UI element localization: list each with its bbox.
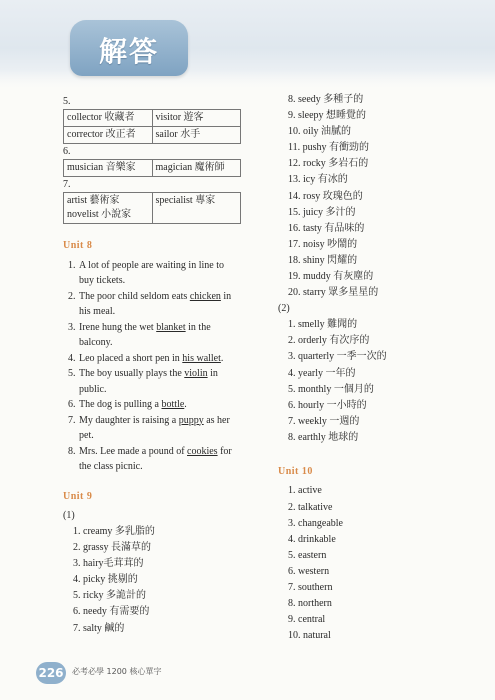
sentence-line: The dog is pulling a bottle.	[79, 399, 187, 410]
section-title-tab	[70, 20, 188, 76]
item-number: 1.	[68, 259, 76, 271]
vocab-cell: collector 收藏者	[64, 110, 153, 127]
word-item: 8. earthly 地球的	[288, 431, 359, 443]
table-number: 6.	[63, 146, 71, 157]
sentence-item	[63, 397, 253, 413]
sentence-line: Leo placed a short pen in his wallet.	[79, 352, 224, 364]
unit-9-list-2	[278, 317, 468, 446]
vocab-cell: corrector 改正者	[64, 127, 153, 144]
sentence-item	[63, 351, 253, 367]
word-item: 5. eastern	[288, 549, 327, 561]
sentence-line: A lot of people are waiting in line to	[79, 259, 224, 271]
right-column	[278, 92, 468, 644]
word-item: 1. active	[288, 485, 322, 497]
unit-10-heading: Unit 10	[278, 465, 313, 477]
vocab-row	[64, 127, 241, 144]
answer-word: cookies	[187, 445, 218, 457]
answer-word: violin	[184, 368, 208, 379]
item-number: 3.	[68, 321, 76, 333]
vocab-table	[63, 192, 241, 224]
word-item: 5. ricky 多詭計的	[73, 590, 147, 602]
item-number: 7.	[68, 414, 76, 426]
word-item: 20. starry 眾多星星的	[288, 287, 379, 299]
vocab-row	[64, 110, 241, 127]
word-item: 17. noisy 吵鬧的	[288, 238, 358, 250]
unit-9-heading: Unit 9	[63, 490, 93, 502]
answer-word: puppy	[178, 414, 204, 426]
word-item: 2. talkative	[288, 501, 333, 513]
word-item: 19. muddy 有灰塵的	[288, 271, 374, 283]
word-item: 9. central	[288, 614, 326, 626]
vocab-row	[64, 193, 241, 224]
vocab-table	[63, 109, 241, 144]
sentence-item	[63, 289, 253, 320]
word-item: 10. oily 油膩的	[288, 126, 352, 138]
word-item: 12. rocky 多岩石的	[288, 158, 369, 170]
sentence-line: pet.	[79, 430, 94, 441]
word-item: 9. sleepy 想睡覺的	[288, 110, 367, 122]
word-item: 3. changeable	[288, 517, 343, 529]
word-item: 3. hairy毛茸茸的	[73, 558, 144, 570]
sentence-item	[63, 258, 253, 289]
vocab-table	[63, 159, 241, 177]
sentence-line: The boy usually plays the violin in	[79, 368, 218, 379]
vocab-cell: sailor 水手	[152, 127, 241, 144]
sentence-item	[63, 366, 253, 397]
vocab-tables	[63, 95, 253, 224]
sentence-item	[63, 320, 253, 351]
word-item: 4. yearly 一年的	[288, 367, 356, 379]
vocab-cell: visitor 遊客	[152, 110, 241, 127]
vocab-cell: specialist 專家	[152, 193, 241, 224]
sentence-line: the class picnic.	[79, 461, 143, 472]
word-item: 2. grassy 長滿草的	[73, 542, 152, 554]
vocab-cell: magician 魔術師	[152, 160, 241, 177]
sentence-line: balcony.	[79, 337, 113, 348]
word-item: 4. picky 挑剔的	[73, 574, 138, 586]
sentence-line: Irene hung the wet blanket in the	[79, 321, 211, 333]
book-title: 必考必學 1200 核心單字	[72, 667, 162, 676]
sentence-line: buy tickets.	[79, 275, 126, 286]
left-column	[63, 95, 253, 637]
word-item: 16. tasty 有品味的	[288, 222, 365, 234]
answer-word: his wallet	[182, 352, 221, 364]
sentence-line: Mrs. Lee made a pound of cookies for	[79, 445, 232, 457]
table-number: 5.	[63, 96, 71, 107]
word-item: 7. southern	[288, 582, 333, 594]
page-number: 226	[36, 662, 66, 684]
word-item: 5. monthly 一個月的	[288, 383, 374, 395]
word-item: 7. salty 鹹的	[73, 622, 125, 634]
vocab-row	[64, 160, 241, 177]
word-item: 10. natural	[288, 630, 331, 642]
item-number: 4.	[68, 352, 76, 364]
item-number: 8.	[68, 445, 76, 457]
word-item: 3. quarterly 一季一次的	[288, 351, 387, 363]
sentence-line: his meal.	[79, 306, 116, 317]
word-item: 6. hourly 一小時的	[288, 399, 367, 411]
section-title: 解答	[98, 35, 159, 68]
answer-word: bottle	[161, 399, 185, 410]
word-item: 7. weekly 一週的	[288, 415, 360, 427]
item-number: 5.	[68, 368, 76, 379]
word-item: 6. needy 有需要的	[73, 606, 150, 618]
word-item: 18. shiny 閃耀的	[288, 254, 358, 266]
word-item: 13. icy 有冰的	[288, 174, 348, 186]
word-item: 6. western	[288, 565, 330, 577]
word-item: 15. juicy 多汁的	[288, 206, 356, 218]
word-item: 1. smelly 難聞的	[288, 319, 358, 331]
sentence-line: public.	[79, 383, 107, 395]
item-number: 2.	[68, 290, 76, 302]
vocab-cell: musician 音樂家	[64, 160, 153, 177]
sentence-item	[63, 444, 253, 475]
unit-8-heading: Unit 8	[63, 240, 93, 251]
word-item: 8. seedy 多種子的	[288, 94, 364, 105]
unit-9-sub-1: (1)	[63, 510, 75, 521]
word-item: 2. orderly 有次序的	[288, 335, 370, 347]
word-item: 4. drinkable	[288, 533, 336, 545]
word-item: 11. pushy 有衝勁的	[288, 142, 370, 154]
answer-word: blanket	[156, 321, 186, 333]
table-number: 7.	[63, 179, 71, 190]
word-item: 14. rosy 玫瑰色的	[288, 190, 363, 202]
answer-word: chicken	[189, 290, 221, 302]
vocab-cell: artist 藝術家 novelist 小說家	[64, 193, 153, 224]
unit-8-answers	[63, 258, 253, 475]
sentence-line: My daughter is raising a puppy as her	[79, 414, 230, 426]
word-item: 8. northern	[288, 598, 332, 610]
sentence-line: The poor child seldom eats chicken in	[79, 290, 232, 302]
unit-9-sub-2: (2)	[278, 303, 290, 315]
unit-10-list	[278, 483, 468, 644]
word-item: 1. creamy 多乳脂的	[73, 526, 155, 537]
unit-9-list-continued	[278, 92, 468, 301]
sentence-item	[63, 413, 253, 444]
item-number: 6.	[68, 399, 76, 410]
unit-9-list	[63, 524, 253, 637]
